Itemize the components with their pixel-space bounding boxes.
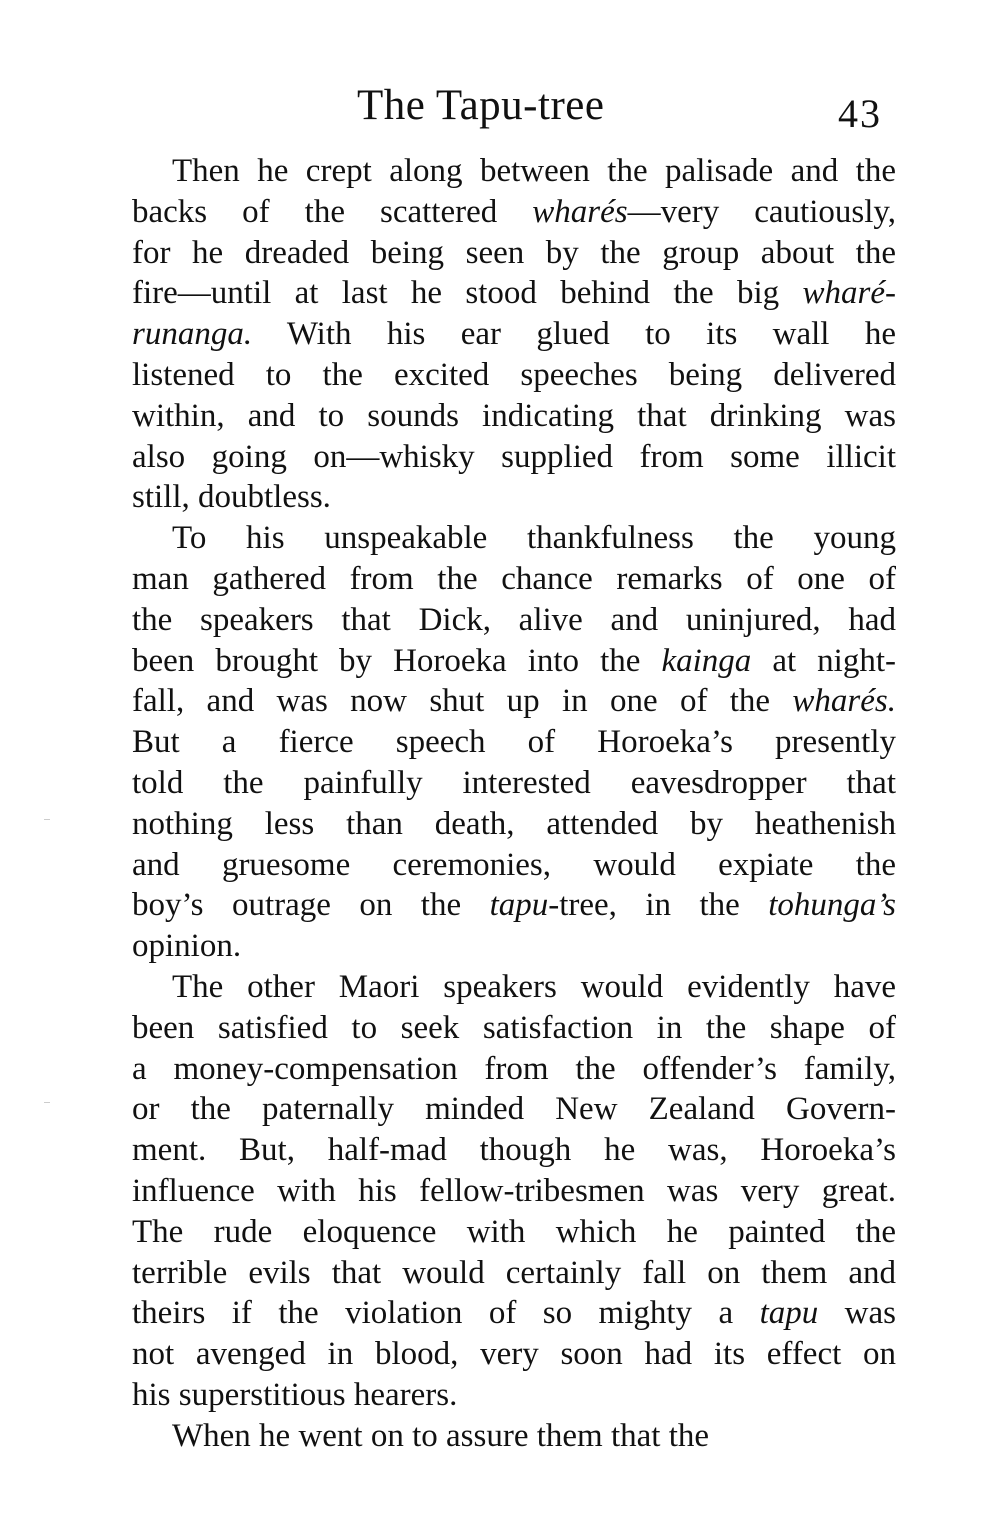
- text-run: been brought by Horoeka into the: [132, 642, 662, 679]
- text-run: nothing less than death, attended by heathenish: [132, 805, 896, 842]
- text-line: [132, 396, 896, 437]
- text-line: [132, 926, 896, 967]
- text-line: [132, 192, 896, 233]
- text-line: [132, 1008, 896, 1049]
- margin-speck: [44, 819, 50, 820]
- text-run: was: [818, 1295, 897, 1332]
- text-line: [132, 1130, 896, 1171]
- text-line: [132, 273, 896, 314]
- text-run: the speakers that Dick, alive and uninjured, had: [132, 601, 896, 638]
- text-run: opinion.: [132, 928, 242, 965]
- text-run: listened to the excited speeches being delivered: [132, 356, 896, 393]
- text-run: fall, and was now shut up in one of the: [132, 683, 793, 720]
- text-line: [132, 600, 896, 641]
- text-line: [132, 967, 896, 1008]
- text-run: his superstitious hearers.: [132, 1376, 458, 1413]
- page-number: 43: [838, 91, 882, 136]
- text-line: [132, 804, 896, 845]
- text-line: [132, 355, 896, 396]
- italic-term: wharé-: [802, 275, 896, 312]
- paragraph: [132, 518, 896, 967]
- text-run: With his ear glued to its wall he: [252, 316, 896, 353]
- text-run: not avenged in blood, very soon had its effect on: [132, 1336, 896, 1373]
- text-line: [132, 559, 896, 600]
- text-run: But a fierce speech of Horoeka’s presently: [132, 724, 896, 761]
- text-run: -tree, in the: [548, 887, 769, 924]
- text-line: [132, 1334, 896, 1375]
- text-run: fire—until at last he stood behind the big: [132, 275, 803, 312]
- italic-term: tohunga’s: [768, 887, 896, 924]
- body-text: [132, 151, 896, 1457]
- text-line: [132, 885, 896, 926]
- running-title: The Tapu-tree: [357, 82, 605, 129]
- text-line: [132, 1049, 896, 1090]
- text-line: [132, 518, 896, 559]
- text-run: within, and to sounds indicating that drinking was: [132, 397, 896, 434]
- text-line: [132, 1171, 896, 1212]
- text-line: [132, 1416, 896, 1457]
- text-run: and gruesome ceremonies, would expiate the: [132, 846, 896, 883]
- text-line: [132, 722, 896, 763]
- paragraph: [132, 1416, 896, 1457]
- text-run: or the paternally minded New Zealand Govern-: [132, 1091, 896, 1128]
- italic-term: runanga.: [132, 316, 253, 353]
- text-line: [132, 1253, 896, 1294]
- text-run: Then he crept along between the palisade and the: [172, 153, 896, 189]
- margin-speck: [44, 1102, 50, 1103]
- text-run: To his unspeakable thankfulness the young: [172, 520, 896, 557]
- text-line: [132, 1089, 896, 1130]
- text-run: for he dreaded being seen by the group about the: [132, 234, 896, 271]
- text-line: [132, 1293, 896, 1334]
- paragraph: [132, 151, 896, 518]
- text-run: ment. But, half-mad though he was, Horoeka’s: [132, 1132, 896, 1169]
- text-line: [132, 477, 896, 518]
- text-run: —very cautiously,: [627, 193, 896, 230]
- text-run: The rude eloquence with which he painted the: [132, 1213, 896, 1250]
- italic-term: wharés.: [792, 683, 896, 720]
- text-run: When he went on to assure them that the: [172, 1417, 710, 1454]
- text-line: [132, 641, 896, 682]
- italic-term: tapu: [759, 1295, 819, 1332]
- text-line: [132, 845, 896, 886]
- text-run: man gathered from the chance remarks of one of: [132, 560, 896, 597]
- text-run: theirs if the violation of so mighty a: [132, 1295, 760, 1332]
- paragraph: [132, 967, 896, 1416]
- text-run: The other Maori speakers would evidently have: [172, 968, 896, 1005]
- text-line: [132, 763, 896, 804]
- text-line: [132, 1375, 896, 1416]
- text-line: [132, 314, 896, 355]
- italic-term: wharés: [532, 193, 628, 230]
- text-run: boy’s outrage on the: [132, 887, 490, 924]
- text-run: told the painfully interested eavesdropper that: [132, 764, 896, 801]
- text-run: terrible evils that would certainly fall on them and: [132, 1254, 896, 1291]
- text-line: [132, 1212, 896, 1253]
- italic-term: tapu: [489, 887, 549, 924]
- text-run: still, doubtless.: [132, 479, 331, 516]
- italic-term: kainga: [661, 642, 752, 679]
- text-run: a money-compensation from the offender’s family,: [132, 1050, 896, 1087]
- text-run: also going on—whisky supplied from some illicit: [132, 438, 896, 475]
- text-line: [132, 233, 896, 274]
- text-run: influence with his fellow-tribesmen was very great.: [132, 1172, 896, 1209]
- text-line: [132, 437, 896, 478]
- text-run: at night-: [751, 642, 896, 679]
- running-head: [0, 78, 1000, 134]
- text-run: backs of the scattered: [132, 193, 533, 230]
- text-line: [132, 151, 896, 192]
- text-line: [132, 681, 896, 722]
- text-run: been satisfied to seek satisfaction in the shape of: [132, 1009, 896, 1046]
